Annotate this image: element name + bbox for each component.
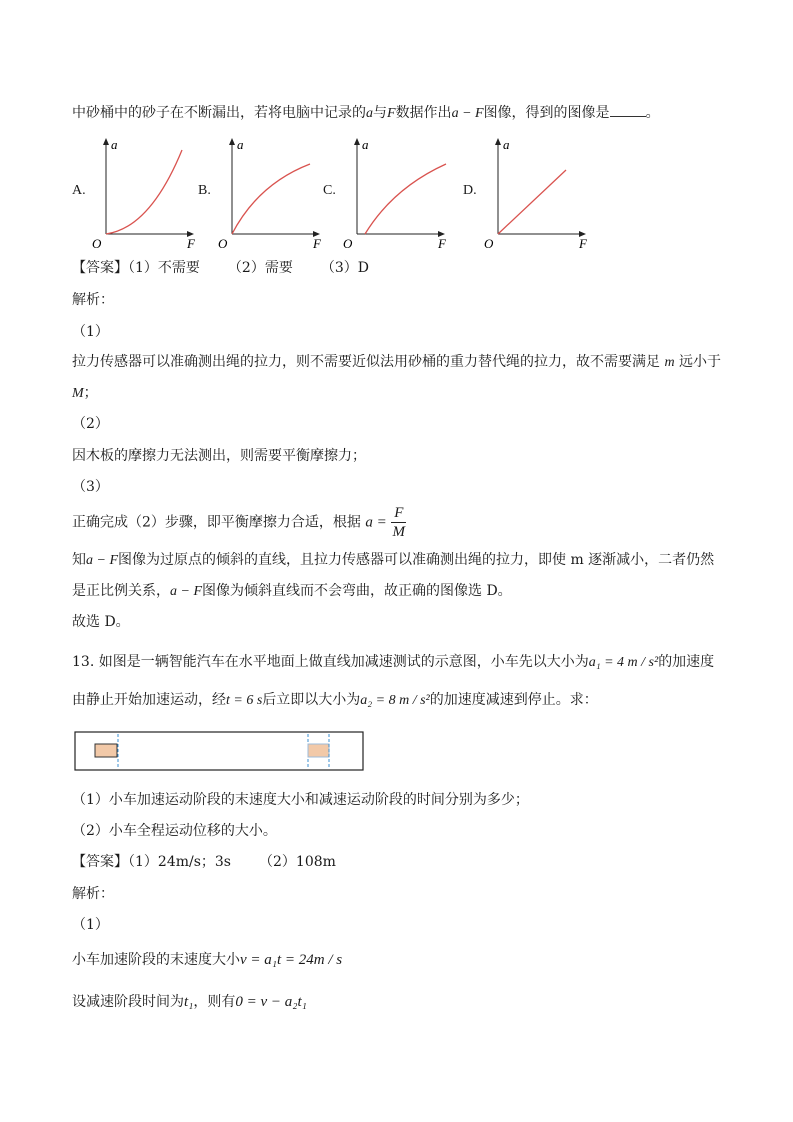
q12-part1-body2: 远小于: [679, 354, 722, 370]
symbol-m: m: [664, 355, 675, 370]
q12-stem-end: 。: [645, 105, 660, 121]
q12-part1-body: 拉力传感器可以准确测出绳的拉力，则不需要近似法用砂桶的重力替代绳的拉力，故不需要满足: [72, 354, 660, 370]
q12-stem-suffix: 图像，得到的图像是: [483, 105, 610, 121]
answer-part-2: （2）108m: [259, 854, 336, 870]
q12-part2-text: 因木板的摩擦力无法测出，则需要平衡摩擦力；: [72, 448, 366, 464]
axis-label-a: a: [237, 137, 244, 152]
q13-stem-c: 由静止开始加速运动，经: [72, 692, 226, 708]
q12-stem: [72, 102, 660, 124]
y-axis-arrow-icon: [495, 138, 501, 145]
formula-lhs: a =: [365, 514, 387, 531]
t-expression: t = 6 s: [226, 693, 263, 708]
symbol-M: M: [72, 386, 84, 401]
symbol-a-F: a − F: [170, 584, 202, 599]
q13-stem-line1: [72, 652, 714, 673]
origin-label: O: [343, 236, 353, 248]
option-b-label: B.: [198, 183, 211, 198]
q12-part3-body: 正确完成（2）步骤，即平衡摩擦力合适，根据: [72, 514, 361, 531]
axis-label-a: a: [111, 137, 118, 152]
graph-option-b: [216, 136, 331, 248]
axis-label-F: F: [438, 236, 446, 248]
curve-concave-up: [106, 150, 182, 234]
symbol-t1: t₁: [184, 994, 194, 1010]
q13-part1-label: （1）: [72, 917, 109, 933]
formula-denominator: M: [392, 524, 406, 540]
q12-part1-end: ；: [83, 385, 98, 401]
option-a-label: A.: [72, 183, 86, 198]
answer-tag: 【答案】: [72, 854, 128, 870]
answer-part-3: （3）D: [320, 260, 369, 276]
origin-label: O: [218, 236, 228, 248]
q13-velocity-text: 小车加速阶段的末速度大小: [72, 952, 240, 968]
option-d-label: D.: [463, 183, 477, 198]
origin-label: O: [484, 236, 494, 248]
q12-part1-text-cont: [72, 383, 98, 404]
q12-part3-line2: [72, 550, 714, 571]
q13-stem-b: 的加速度: [658, 654, 715, 670]
q12-stem-mid: 数据作出: [395, 105, 452, 121]
q12-part3-line3-a: 是正比例关系，: [72, 583, 170, 599]
formula-numerator: F: [391, 504, 406, 523]
axis-label-F: F: [313, 236, 321, 248]
q12-answer: [72, 258, 369, 278]
q12-part3-line3-b: 图像为倾斜直线而不会弯曲，故正确的图像选 D。: [202, 583, 512, 599]
q13-t1-text: 设减速阶段时间为: [72, 994, 184, 1010]
q13-sub2: （2）小车全程运动位移的大小。: [72, 823, 277, 839]
q12-part2-label: （2）: [72, 416, 109, 432]
q12-part1-text: [72, 352, 721, 373]
car-track-diagram: [74, 731, 366, 773]
car-start: [95, 744, 117, 757]
y-axis-arrow-icon: [229, 138, 235, 145]
a1-expression: a₁ = 4 m / s²: [588, 655, 659, 670]
origin-label: O: [92, 236, 102, 248]
answer-blank: [610, 102, 646, 117]
answer-tag: 【答案】: [72, 260, 128, 276]
q13-stem-line2: [72, 690, 598, 711]
axis-label-a: a: [503, 137, 510, 152]
q12-part3-line2-a: 知: [72, 552, 86, 568]
velocity-expression: v = a₁t = 24m / s: [240, 952, 343, 968]
car-end: [308, 744, 329, 757]
q13-stem-a: 13. 如图是一辆智能汽车在水平地面上做直线加减速测试的示意图，小车先以大小为: [72, 654, 589, 670]
q12-part3-line2-b: 图像为过原点的倾斜的直线，且拉力传感器可以准确测出绳的拉力，即使 m 逐渐减小，二者仍然: [118, 552, 715, 568]
symbol-F: F: [387, 106, 396, 121]
axis-label-F: F: [187, 236, 195, 248]
q12-part1-label: （1）: [72, 324, 109, 340]
a2-expression: a₂ = 8 m / s²: [360, 693, 430, 708]
q12-analysis-label: 解析：: [72, 292, 114, 308]
y-axis-arrow-icon: [103, 138, 109, 145]
curve-offset-concave-down: [365, 164, 446, 234]
answer-part-1: （1）不需要: [128, 260, 200, 276]
axis-label-a: a: [362, 137, 369, 152]
q12-stem-text: 中砂桶中的砂子在不断漏出，若将电脑中记录的: [72, 105, 366, 121]
q12-part3-text: [72, 504, 406, 541]
q13-t1-line: [72, 992, 307, 1012]
q13-sub1: （1）小车加速运动阶段的末速度大小和减速运动阶段的时间分别为多少；: [72, 792, 529, 808]
q12-conclusion: 故选 D。: [72, 614, 130, 630]
t1-expression: 0 = v − a₂t₁: [235, 994, 307, 1010]
graph-option-a: [90, 136, 205, 248]
option-c-label: C.: [323, 183, 336, 198]
q13-t1-text2: ，则有: [193, 994, 236, 1010]
q13-stem-d: 后立即以大小为: [262, 692, 361, 708]
symbol-a: a: [366, 106, 373, 121]
symbol-a-F: a − F: [451, 106, 484, 121]
formula-fraction: [391, 504, 406, 541]
y-axis-arrow-icon: [354, 138, 360, 145]
q13-velocity-line: [72, 950, 342, 970]
axis-label-F: F: [579, 236, 587, 248]
q13-answer: [72, 852, 336, 872]
q12-part3-line3: [72, 581, 512, 602]
graph-option-d: [482, 136, 597, 248]
line-straight: [498, 170, 566, 234]
graph-option-c: [341, 136, 456, 248]
q12-stem-and: 与: [373, 105, 387, 121]
q13-stem-e: 的加速度减速到停止。求：: [429, 692, 598, 708]
q12-part3-label: （3）: [72, 479, 109, 495]
answer-part-2: （2）需要: [227, 260, 293, 276]
q13-analysis-label: 解析：: [72, 886, 114, 902]
symbol-a-F: a − F: [86, 553, 118, 568]
curve-concave-down: [232, 164, 310, 234]
answer-part-1: （1）24m/s；3s: [128, 854, 231, 870]
